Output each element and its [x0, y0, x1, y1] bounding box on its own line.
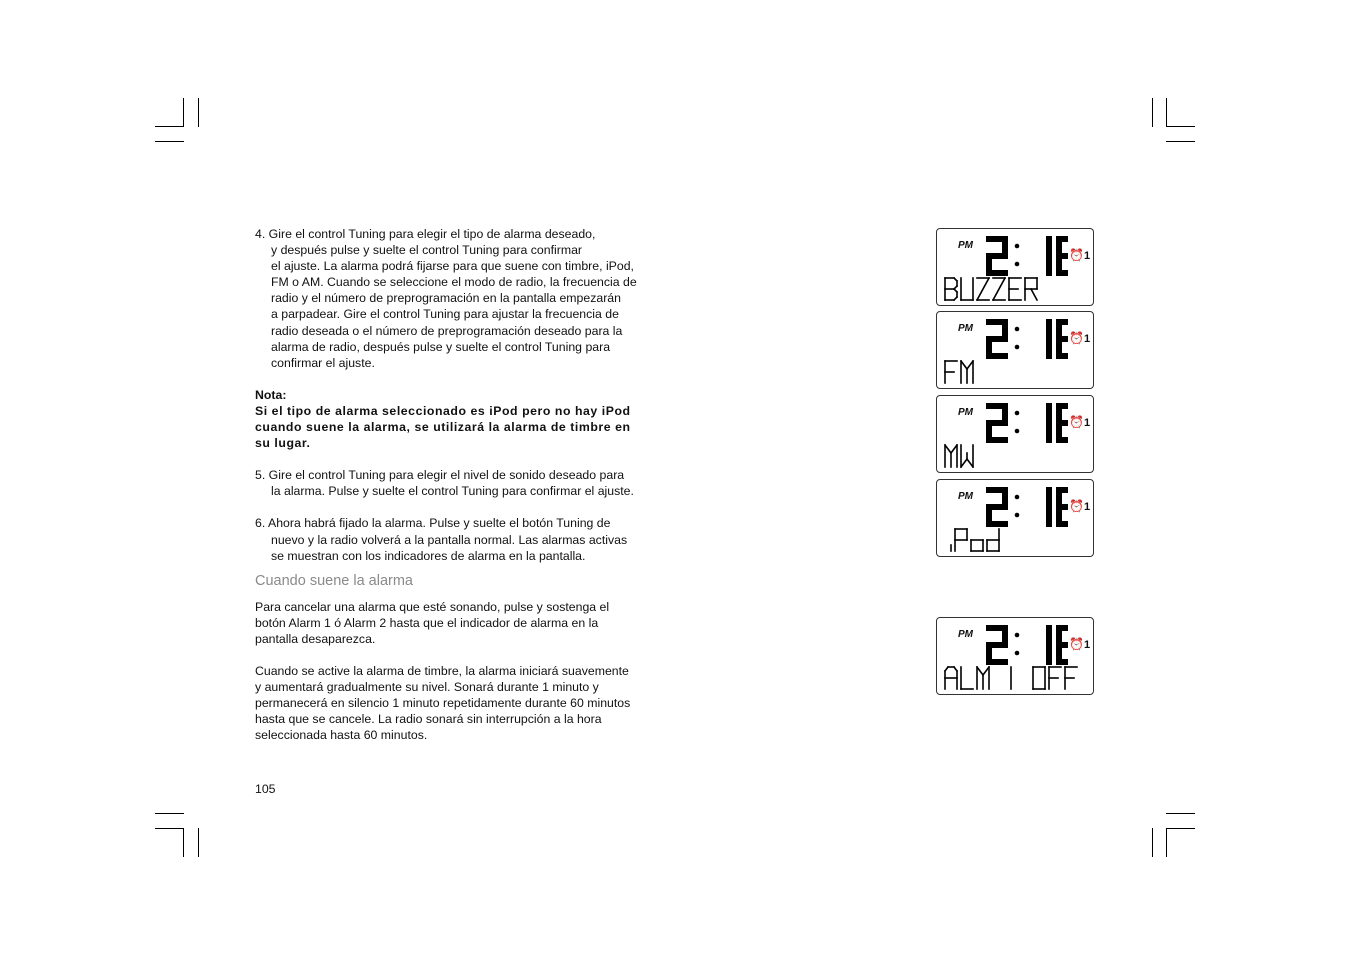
paragraph-line: hasta que se cancele. La radio sonará sin interrupción a la hora — [255, 712, 602, 727]
paragraph-line: permanecerá en silencio 1 minuto repetidamente durante 60 minutos — [255, 696, 631, 711]
lcd-char-stroke — [961, 459, 967, 467]
step-4-line: radio deseada o el número de preprogramación deseado para la — [271, 323, 623, 338]
colon-dot — [1015, 495, 1020, 500]
pm-indicator: PM — [958, 407, 973, 418]
step-5-first-line: 5. Gire el control Tuning para elegir el nivel de sonido deseado para — [255, 468, 625, 483]
colon-dot — [1015, 429, 1020, 434]
step-4 — [255, 226, 695, 371]
step-4-line: el ajuste. La alarma podrá fijarse para que suene con timbre, iPod, — [271, 259, 634, 274]
colon-dot — [1015, 244, 1020, 249]
alarm-indicator — [1069, 499, 1090, 513]
lcd-char-stroke — [945, 445, 951, 453]
step-5-line: la alarma. Pulse y suelte el control Tuning para confirmar el ajuste. — [271, 484, 634, 499]
colon-dot — [1015, 262, 1020, 267]
clock-digits — [984, 234, 1068, 278]
clock-segment — [1046, 403, 1052, 423]
alarm-number: 1 — [1083, 639, 1091, 651]
clock-segment — [1046, 625, 1052, 645]
clock-segment — [1056, 420, 1068, 426]
clock-segment — [1046, 256, 1052, 276]
step-4-line: FM o AM. Cuando se seleccione el modo de radio, la frecuencia de — [271, 275, 637, 290]
lcd-char-stroke — [1031, 289, 1037, 300]
step-4-first-line: 4. Gire el control Tuning para elegir el tipo de alarma deseado, — [255, 227, 596, 241]
step-4-line: confirmar el ajuste. — [271, 355, 375, 370]
pm-indicator: PM — [958, 491, 973, 502]
lcd-char-stroke — [977, 667, 983, 675]
alarm-number: 1 — [1083, 333, 1091, 345]
clock-segment — [1046, 319, 1052, 339]
note-title: Nota: — [255, 387, 287, 402]
step-4-line: a parpadear. Gire el control Tuning para ajustar la frecuencia de — [271, 307, 619, 322]
alarm-clock-icon: ⏰ — [1069, 248, 1084, 262]
paragraph-buzzer — [255, 663, 695, 743]
lcd-char-stroke — [951, 445, 957, 453]
pm-indicator: PM — [958, 240, 973, 251]
lcd-char-stroke — [967, 459, 973, 467]
note-line: cuando suene la alarma, se utilizará la alarma de timbre en — [255, 420, 631, 435]
paragraph-cancel — [255, 599, 695, 647]
paragraph-line: seleccionada hasta 60 minutos. — [255, 728, 428, 743]
page-number: 105 — [255, 782, 276, 796]
section-heading: Cuando suene la alarma — [255, 572, 413, 589]
alarm-clock-icon: ⏰ — [1069, 331, 1084, 345]
colon-dot — [1015, 327, 1020, 332]
segment-text — [943, 527, 1089, 553]
step-5 — [255, 467, 695, 499]
alarm-clock-icon: ⏰ — [1069, 499, 1084, 513]
clock-segment — [1056, 642, 1068, 648]
lcd-display-ipod — [936, 479, 1094, 557]
lcd-display-fm — [936, 311, 1094, 389]
colon-dot — [1015, 651, 1020, 656]
step-4-line: radio y el número de preprogramación en la pantalla empezarán — [271, 291, 621, 306]
lcd-display-alm-off — [936, 617, 1094, 695]
colon-dot — [1015, 633, 1020, 638]
lcd-char-stroke — [993, 278, 1005, 300]
step-6-line: se muestran con los indicadores de alarma en la pantalla. — [271, 548, 586, 563]
lcd-display-buzzer — [936, 228, 1094, 306]
paragraph-line: botón Alarm 1 ó Alarm 2 hasta que el indicador de alarma en la — [255, 615, 599, 630]
step-6-line: nuevo y la radio volverá a la pantalla normal. Las alarmas activas — [271, 532, 628, 547]
alarm-number: 1 — [1083, 501, 1091, 513]
clock-digits — [984, 485, 1068, 529]
pm-indicator: PM — [958, 629, 973, 640]
step-4-line: alarma de radio, después pulse y suelte el control Tuning para — [271, 339, 611, 354]
clock-segment — [1046, 339, 1052, 359]
alarm-indicator — [1069, 248, 1090, 262]
clock-segment — [1046, 487, 1052, 507]
colon-dot — [1015, 411, 1020, 416]
note-line: Si el tipo de alarma seleccionado es iPod pero no hay iPod — [255, 403, 631, 418]
clock-segment — [1046, 645, 1052, 665]
lcd-char-stroke — [977, 278, 989, 300]
alarm-number: 1 — [1083, 250, 1091, 262]
clock-digits — [984, 317, 1068, 361]
step-6-first-line: 6. Ahora habrá fijado la alarma. Pulse y suelte el botón Tuning de — [255, 516, 611, 531]
paragraph-line: y aumentará gradualmente su nivel. Sonará durante 1 minuto y — [255, 680, 599, 695]
paragraph-line: pantalla desaparezca. — [255, 631, 376, 646]
clock-segment — [1046, 423, 1052, 443]
alarm-indicator — [1069, 415, 1090, 429]
clock-segment — [1056, 253, 1068, 259]
alarm-indicator — [1069, 331, 1090, 345]
segment-text — [943, 665, 1089, 691]
clock-segment — [1056, 504, 1068, 510]
colon-dot — [1015, 513, 1020, 518]
step-4-line: y después pulse y suelte el control Tuning para confirmar — [271, 243, 583, 258]
paragraph-line: Para cancelar una alarma que esté sonando, pulse y sostenga el — [255, 599, 610, 614]
lcd-char-stroke — [967, 361, 973, 369]
clock-digits — [984, 401, 1068, 445]
note — [255, 387, 695, 451]
pm-indicator: PM — [958, 323, 973, 334]
text-column — [255, 226, 695, 744]
segment-text — [943, 276, 1089, 302]
alarm-number: 1 — [1083, 417, 1091, 429]
lcd-char-stroke — [961, 361, 967, 369]
clock-segment — [1046, 507, 1052, 527]
segment-text — [943, 359, 1089, 385]
clock-segment — [1056, 336, 1068, 342]
alarm-clock-icon: ⏰ — [1069, 637, 1084, 651]
clock-segment — [1046, 236, 1052, 256]
lcd-display-mw — [936, 395, 1094, 473]
segment-text — [943, 443, 1089, 469]
alarm-clock-icon: ⏰ — [1069, 415, 1084, 429]
alarm-indicator — [1069, 637, 1090, 651]
lcd-char-stroke — [983, 667, 989, 675]
note-line: su lugar. — [255, 436, 311, 451]
paragraph-line: Cuando se active la alarma de timbre, la alarma iniciará suavemente — [255, 664, 629, 679]
step-6 — [255, 515, 695, 563]
clock-digits — [984, 623, 1068, 667]
colon-dot — [1015, 345, 1020, 350]
